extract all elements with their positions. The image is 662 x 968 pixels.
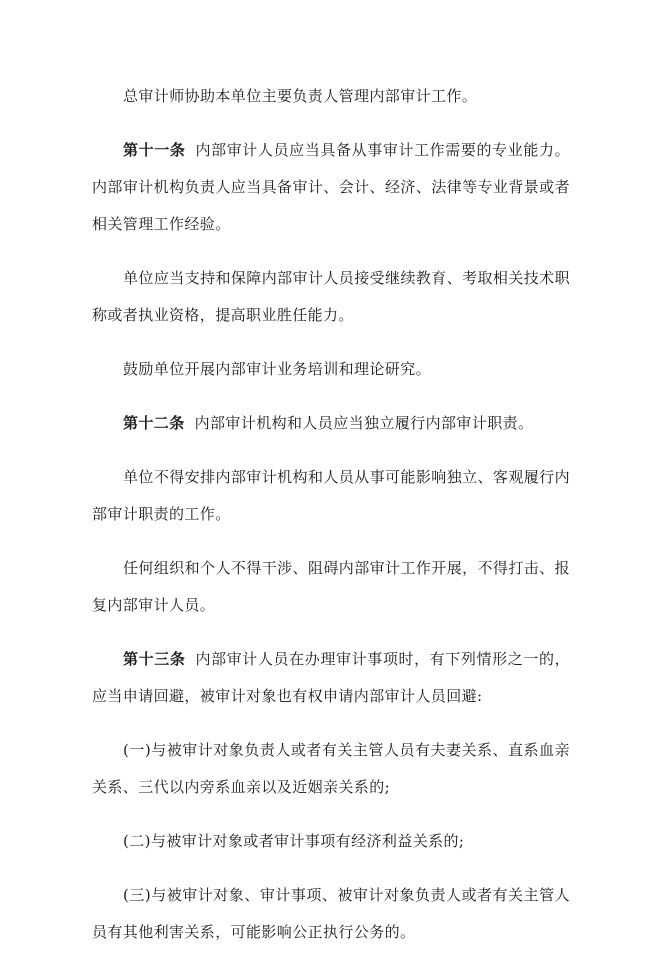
article-11-label: 第十一条 (123, 141, 186, 159)
paragraph-text: 单位应当支持和保障内部审计人员接受继续教育、考取相关技术职称或者执业资格，提高职业胜任能力。 (92, 269, 570, 324)
paragraph-text: (一)与被审计对象负责人或者有关主管人员有夫妻关系、直系血亲关系、三代以内旁系血亲以及近姻亲关系的; (92, 741, 570, 796)
paragraph-text: 内部审计人员应当具备从事审计工作需要的专业能力。内部审计机构负责人应当具备审计、会计、经济、法律等专业背景或者相关管理工作经验。 (92, 141, 570, 233)
paragraph-text: (三)与被审计对象、审计事项、被审计对象负责人或者有关主管人员有其他利害关系，可能影响公正执行公务的。 (92, 886, 570, 941)
paragraph-training-research (92, 351, 570, 388)
list-item-recusal-1 (92, 732, 570, 806)
paragraph-article-12 (92, 405, 570, 442)
article-12-label: 第十二条 (123, 414, 185, 432)
list-item-recusal-3 (92, 877, 570, 951)
paragraph-continuing-education (92, 260, 570, 334)
paragraph-text: 单位不得安排内部审计机构和人员从事可能影响独立、客观履行内部审计职责的工作。 (92, 468, 570, 523)
paragraph-no-interference (92, 550, 570, 624)
paragraph-text: 总审计师协助本单位主要负责人管理内部审计工作。 (123, 87, 478, 105)
paragraph-text: 内部审计人员在办理审计事项时，有下列情形之一的，应当申请回避，被审计对象也有权申请内部审计人员回避: (92, 650, 570, 705)
paragraph-no-conflicting-duties (92, 459, 570, 533)
article-13-label: 第十三条 (123, 650, 186, 668)
paragraph-text: 任何组织和个人不得干涉、阻碍内部审计工作开展，不得打击、报复内部审计人员。 (92, 559, 570, 614)
paragraph-text: (二)与被审计对象或者审计事项有经济利益关系的; (123, 832, 465, 850)
paragraph-article-11 (92, 132, 570, 243)
paragraph-chief-auditor (92, 78, 570, 115)
paragraph-text: 内部审计机构和人员应当独立履行内部审计职责。 (194, 414, 534, 432)
list-item-recusal-2 (92, 823, 570, 860)
paragraph-article-13 (92, 641, 570, 715)
paragraph-text: 鼓励单位开展内部审计业务培训和理论研究。 (123, 360, 432, 378)
document-body (92, 78, 570, 968)
